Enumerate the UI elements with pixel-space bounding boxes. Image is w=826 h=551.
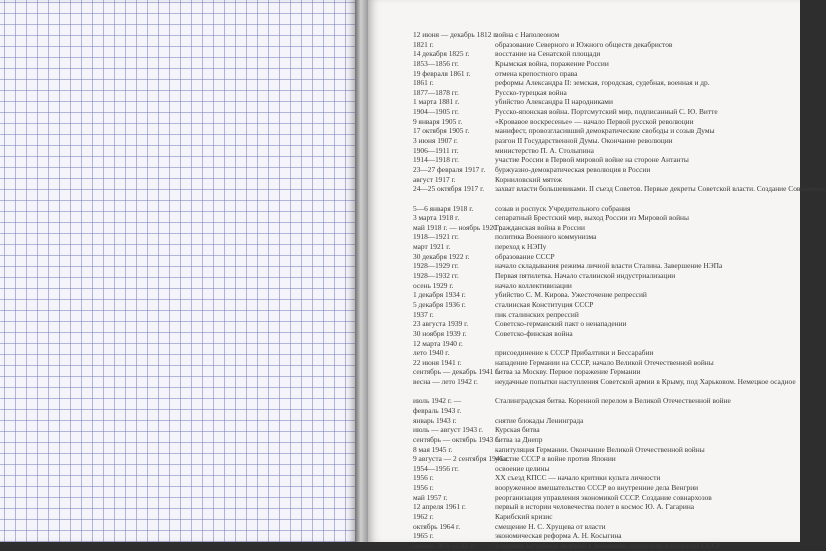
event-description: убийство С. М. Кирова. Ужесточение репрессий (495, 290, 647, 300)
event-description: война с Наполеоном (495, 30, 560, 39)
event-date: 24—25 октября 1917 г. (413, 184, 485, 194)
chronology-row (413, 425, 795, 435)
chronology-row (413, 117, 795, 127)
event-date: 1861 г. (413, 78, 434, 88)
event-description (495, 406, 795, 416)
event-description: Русско-турецкая война (495, 87, 567, 97)
event-date: 1904—1905 гг. (413, 107, 459, 117)
event-date: 3 марта 1918 г. (413, 213, 460, 223)
event-date: 30 ноября 1939 г. (413, 328, 467, 338)
chronology-row (413, 300, 795, 310)
event-date: 23 августа 1939 г. (413, 319, 469, 329)
event-description: буржуазно-демократическая революция в России (495, 164, 651, 174)
event-date: начало 70-х — 85 гг. (413, 540, 478, 550)
chronology-row (413, 512, 795, 522)
event-date: 12 апреля 1961 г. (413, 502, 466, 512)
event-date: 1928—1929 гг. (413, 261, 459, 271)
event-date: 1962 г. (413, 512, 434, 522)
chronology-row (413, 483, 795, 493)
event-description: экономическая реформа А. Н. Косыгина (495, 531, 622, 541)
event-date: 1954—1956 гг. (413, 463, 459, 473)
event-date: январь 1943 г. (413, 415, 457, 425)
event-description: снятие блокады Ленинграда (495, 415, 584, 425)
chronology-row (413, 242, 795, 252)
chronology-row (413, 232, 795, 242)
chronology-row (413, 136, 795, 146)
event-description: отмена крепостного права (495, 68, 578, 78)
event-description: восстание на Сенатской площади (495, 49, 601, 59)
chronology-row (413, 502, 795, 512)
chronology-row (413, 97, 795, 107)
event-description (495, 194, 795, 204)
event-description: освоение целины (495, 463, 550, 473)
event-description: Курская битва (495, 425, 540, 435)
event-date: 22 июня 1941 г. (413, 357, 462, 367)
event-date: 1914—1918 гг. (413, 155, 459, 165)
chronology-row (413, 531, 795, 541)
event-date: 1 марта 1881 г. (413, 97, 460, 107)
event-description: Карибский кризис (495, 512, 553, 522)
chronology-row (413, 49, 795, 59)
event-date: 12 июня — декабрь 1812 г. (413, 30, 498, 39)
chronology-row (413, 59, 795, 69)
chronology-row (413, 223, 795, 233)
event-description: капитуляция Германии. Окончание Великой Отечественной войны (495, 444, 705, 454)
event-description: начало складывания режима личной власти Сталина. Завершение НЭПа (495, 261, 723, 271)
chronology-row (413, 213, 795, 223)
event-date: 1937 г. (413, 309, 434, 319)
event-description: сталинская Конституция СССР (495, 299, 594, 309)
event-date: июль — август 1943 г. (413, 425, 483, 435)
event-description: битва за Днепр (495, 434, 543, 444)
event-date: 23—27 февраля 1917 г. (413, 164, 486, 174)
chronology-row (413, 126, 795, 136)
event-date: 3 июня 1907 г. (413, 136, 458, 146)
event-description: начало коллективизации (495, 280, 572, 290)
event-date: 1853—1856 гг. (413, 58, 459, 68)
event-description: смещение Н. С. Хрущева от власти (495, 521, 606, 531)
event-description: XX съезд КПСС — начало критики культа личности (495, 473, 661, 483)
event-description: участие СССР в войне против Японии (495, 454, 616, 464)
chronology-row (413, 271, 795, 281)
event-date: 8 мая 1945 г. (413, 444, 453, 454)
event-date: февраль 1943 г. (413, 405, 462, 415)
event-date: 9 августа — 2 сентября 1945 г. (413, 454, 510, 464)
event-description: битва за Москву. Первое поражение Германии (495, 367, 641, 377)
chronology-table (413, 30, 826, 551)
event-description: сепаратный Брестский мир, выход России из Мировой войны (495, 213, 689, 223)
event-description: присоединение к СССР Прибалтики и Бессарабии (495, 348, 654, 358)
event-description: пик сталинских репрессий (495, 309, 579, 319)
event-description: Советско-финская война (495, 328, 573, 338)
event-description: переход к НЭПу (495, 242, 547, 252)
event-date: 1 декабря 1934 г. (413, 290, 466, 300)
event-description: нападение Германии на СССР, начало Великой Отечественной войны (495, 357, 714, 367)
event-date: 1877—1878 гг. (413, 87, 459, 97)
chronology-row (413, 377, 795, 387)
event-date: 1956 г. (413, 473, 434, 483)
chronology-row (413, 310, 795, 320)
event-date: 14 декабря 1825 г. (413, 49, 470, 59)
chronology-row (413, 261, 795, 271)
event-description: Советско-германский пакт о ненападении (495, 319, 627, 329)
event-description: Первая пятилетка. Начало сталинской индустриализации (495, 271, 676, 281)
event-date: 30 декабря 1922 г. (413, 251, 470, 261)
event-description: убийство Александра II народниками (495, 97, 613, 107)
chronology-page (368, 0, 826, 550)
event-description: первый в истории человечества полет в космос Ю. А. Гагарина (495, 502, 695, 512)
chronology-row (413, 281, 795, 291)
event-description: созыв и роспуск Учредительного собрания (495, 203, 631, 213)
chronology-row (413, 464, 795, 474)
grid-notebook-page (0, 0, 355, 542)
event-date: 1821 г. (413, 39, 434, 49)
chronology-row (413, 522, 795, 532)
event-description: Русско-японская война. Портсмутский мир, подписанный С. Ю. Витте (495, 107, 718, 117)
event-date: сентябрь — декабрь 1941 г. (413, 367, 500, 377)
chronology-row (413, 367, 795, 377)
event-date: май 1918 г. — ноябрь 1920 г. (413, 222, 503, 232)
event-description (495, 387, 795, 397)
event-date: 9 января 1905 г. (413, 116, 463, 126)
event-description: Гражданская война в России (495, 222, 585, 232)
event-description: «Кровавое воскресенье» — начало Первой русской революции (495, 116, 694, 126)
event-description: неудачные попытки наступления Советской армии в Крыму, под Харьковом. Немецкое осадное (495, 377, 796, 387)
event-date: март 1921 г. (413, 242, 451, 252)
chronology-row (413, 319, 795, 329)
chronology-row (413, 473, 795, 483)
chronology-row (413, 78, 795, 88)
chronology-row (413, 406, 795, 416)
chronology-row (413, 348, 795, 358)
event-date: 1965 г. (413, 531, 434, 541)
chronology-row (413, 175, 795, 185)
chronology-row (413, 69, 795, 79)
event-date: 1956 г. (413, 483, 434, 493)
event-date (413, 387, 495, 397)
chronology-row (413, 416, 795, 426)
event-description: вооруженное вмешательство СССР во внутренние дела Венгрии (495, 483, 699, 493)
chronology-row (413, 493, 795, 503)
event-description: политика Военного коммунизма (495, 232, 597, 242)
event-date: осень 1929 г. (413, 280, 454, 290)
event-date: 19 февраля 1861 г. (413, 68, 471, 78)
chronology-row (413, 107, 795, 117)
chronology-row (413, 290, 795, 300)
chronology-row (413, 194, 795, 204)
event-date: май 1957 г. (413, 492, 448, 502)
chronology-row (413, 165, 795, 175)
chronology-row (413, 435, 795, 445)
event-date (413, 194, 495, 204)
event-description: образование СССР (495, 251, 555, 261)
event-description: реорганизация управления экономикой СССР. Создание совнархозов (495, 492, 712, 502)
event-description: манифест, провозгласивший демократические свободы и созыв Думы (495, 126, 715, 136)
event-date: 12 марта 1940 г. (413, 338, 463, 348)
event-date: 1906—1911 гг. (413, 145, 459, 155)
event-date: сентябрь — октябрь 1943 г. (413, 434, 500, 444)
event-date: июль 1942 г. — (413, 396, 462, 406)
event-date: 1928—1932 гг. (413, 271, 459, 281)
chronology-row (413, 445, 795, 455)
chronology-row (413, 358, 795, 368)
event-date: 1918—1921 гг. (413, 232, 459, 242)
chronology-row (413, 204, 795, 214)
event-date: 5—6 января 1918 г. (413, 203, 474, 213)
chronology-row (413, 40, 795, 50)
chronology-row (413, 155, 795, 165)
event-date: лето 1940 г. (413, 348, 450, 358)
chronology-row (413, 387, 795, 397)
event-description (495, 339, 795, 349)
event-date: весна — лето 1942 г. (413, 377, 478, 387)
chronology-row (413, 146, 795, 156)
chronology-row (413, 88, 795, 98)
chronology-row (413, 454, 795, 464)
chronology-row (413, 30, 795, 40)
book-gutter (355, 0, 368, 542)
chronology-row (413, 329, 795, 339)
event-description: Сталинградская битва. Коренной перелом в Великой Отечественной войне (495, 396, 731, 406)
chronology-row (413, 184, 826, 194)
event-description: захват власти большевиками. II съезд Советов. Первые декреты Советской власти. Создание Совнаркома (495, 184, 826, 194)
event-description: реформы Александра II: земская, городская, судебная, военная и др. (495, 78, 710, 88)
event-description: разгон II Государственной Думы. Окончание революции (495, 136, 673, 146)
event-description: участие России в Первой мировой войне на стороне Антанты (495, 155, 689, 165)
chronology-row (413, 541, 795, 551)
event-description: Крымская война, поражение России (495, 58, 609, 68)
chronology-row (413, 339, 795, 349)
chronology-row (413, 252, 795, 262)
event-date: 17 октября 1905 г. (413, 126, 470, 136)
event-description: Корниловский мятеж (495, 174, 563, 184)
event-date: август 1917 г. (413, 174, 456, 184)
event-description: образование Северного и Южного обществ декабристов (495, 39, 673, 49)
event-description: министерство П. А. Столыпина (495, 145, 594, 155)
event-date: 5 декабря 1936 г. (413, 299, 466, 309)
event-description: усиление застойных явлений в экономике, идеологии и политике СССР (495, 540, 721, 550)
event-date: октябрь 1964 г. (413, 521, 461, 531)
chronology-row (413, 396, 795, 406)
